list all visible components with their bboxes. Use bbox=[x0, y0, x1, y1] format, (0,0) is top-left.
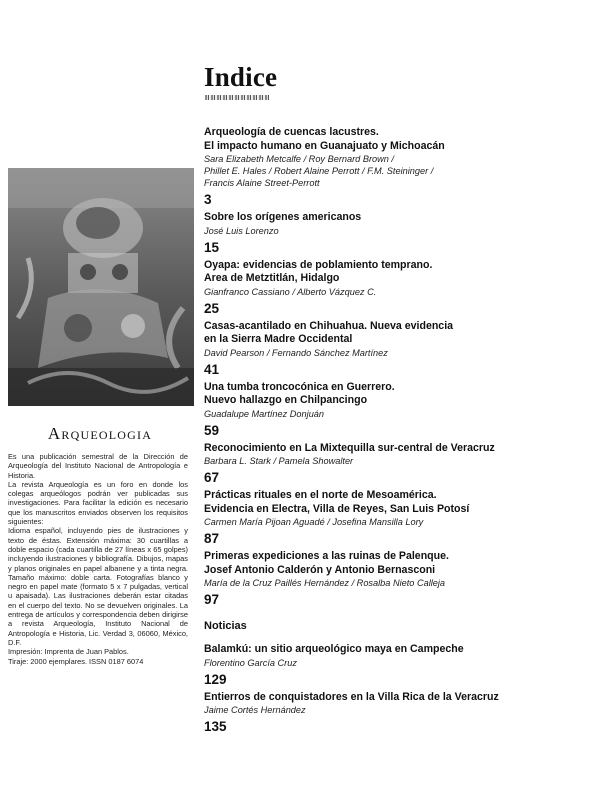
entry-authors: Florentino García Cruz bbox=[204, 657, 297, 668]
entry-title: Primeras expediciones a las ruinas de Palenque. bbox=[204, 550, 449, 562]
entry-title: en la Sierra Madre Occidental bbox=[204, 333, 353, 345]
toc-entry bbox=[204, 381, 604, 439]
entry-authors: Guadalupe Martínez Donjuán bbox=[204, 408, 325, 419]
entry-title: Josef Antonio Calderón y Antonio Bernasconi bbox=[204, 563, 436, 576]
entry-authors: Barbara L. Stark / Pamela Showalter bbox=[204, 456, 354, 466]
info-paragraph: Impresión: Imprenta de Juan Pablos. bbox=[8, 647, 129, 657]
entry-authors: Sara Elizabeth Metcalfe / Roy Bernard Brown / bbox=[204, 154, 394, 164]
entry-title: Balamkú: un sitio arqueológico maya en Campeche bbox=[204, 643, 464, 655]
entry-page-number: 129 bbox=[204, 671, 227, 687]
page-title: Indice bbox=[204, 62, 278, 92]
entry-authors: Jaime Cortés Hernández bbox=[204, 705, 306, 715]
notes-heading: Noticias bbox=[204, 620, 247, 632]
publication-info bbox=[8, 452, 188, 666]
toc-entry bbox=[204, 211, 604, 256]
toc-notes bbox=[204, 643, 604, 735]
entry-page-number: 41 bbox=[204, 361, 220, 377]
stela-image bbox=[8, 168, 194, 406]
entry-authors: María de la Cruz Paillés Hernández / Rosalba Nieto Calleja bbox=[204, 578, 446, 588]
toc-entry bbox=[204, 442, 604, 487]
stela-photo bbox=[8, 168, 194, 406]
entry-page-number: 135 bbox=[204, 719, 227, 734]
toc-entry bbox=[204, 259, 604, 317]
entry-title: Sobre los orígenes americanos bbox=[204, 211, 362, 223]
entry-page-number: 59 bbox=[204, 422, 220, 438]
toc-entry bbox=[204, 691, 604, 736]
entry-page-number: 15 bbox=[204, 239, 220, 255]
entry-authors: David Pearson / Fernando Sánchez Martínez bbox=[204, 347, 388, 358]
toc-entry bbox=[204, 550, 604, 608]
entry-title: Arqueología de cuencas lacustres. bbox=[204, 126, 379, 138]
info-paragraph: Es una publicación semestral de la Dirección de Arqueología del Instituto Nacional de Antropología e Historia. bbox=[8, 452, 188, 480]
info-paragraph: La revista Arqueología es un foro en donde los colegas arqueólogos podrán ver publicadas sus investigaciones. Para facilitar la edición es necesario que los manuscritos enviados observen los requisitos siguientes: bbox=[8, 479, 188, 527]
info-paragraph: Tiraje: 2000 ejemplares. ISSN 0187 6074 bbox=[8, 656, 144, 666]
toc-entries bbox=[204, 126, 604, 608]
entry-page-number: 67 bbox=[204, 470, 220, 485]
info-paragraph: Idioma español, incluyendo pies de ilustraciones y texto de éstas. Extensión máxima: 30 cuartillas a doble espacio (cada cuartilla de 27 líneas x 65 golpes) incluyendo ilustraciones y bibliografía. Dibujos, mapas y planos originales en papel albanene y a tinta negra. Tamaño máximo: doble carta. Fotografías blanco y negro en papel mate (formato 5 x 7 pulgadas, vertical u apaisada). Las ilustraciones deberán estar citadas en el cuerpo del texto. No se devuelven originales. La entrega de artículos y correspondencia deben dirigirse a revista Arqueología, Instituto Nacional de Antropología e Historia, Lic. Verdad 3, 06060, México, D.F. bbox=[8, 526, 188, 647]
entry-authors: Gianfranco Cassiano / Alberto Vázquez C. bbox=[204, 286, 377, 297]
entry-page-number: 3 bbox=[204, 192, 212, 207]
toc-entry bbox=[204, 489, 604, 547]
entry-title: Prácticas rituales en el norte de Mesoamérica. bbox=[204, 489, 437, 501]
entry-title: Nuevo hallazgo en Chilpancingo bbox=[204, 394, 368, 406]
entry-authors: Francis Alaine Street-Perrott bbox=[204, 178, 320, 188]
entry-title: Evidencia en Electra, Villa de Reyes, San Luis Potosí bbox=[204, 502, 470, 515]
entry-title: Entierros de conquistadores en la Villa Rica de la Veracruz bbox=[204, 690, 499, 703]
toc-entry bbox=[204, 320, 604, 378]
entry-title: Oyapa: evidencias de poblamiento temprano. bbox=[204, 258, 433, 271]
entry-title: Area de Metztitlán, Hidalgo bbox=[204, 272, 340, 284]
entry-title: El impacto humano en Guanajuato y Michoacán bbox=[204, 139, 445, 152]
entry-page-number: 87 bbox=[204, 531, 220, 546]
entry-authors: Phillet E. Hales / Robert Alaine Perrott / F.M. Steininger / bbox=[204, 166, 434, 176]
entry-authors: José Luis Lorenzo bbox=[204, 225, 279, 236]
entry-title: Una tumba troncocónica en Guerrero. bbox=[204, 380, 395, 393]
toc-entry bbox=[204, 126, 604, 208]
table-of-contents bbox=[204, 126, 604, 738]
entry-page-number: 97 bbox=[204, 592, 220, 607]
entry-authors: Carmen María Pijoan Aguadé / Josefina Mansilla Lory bbox=[204, 517, 424, 527]
entry-title: Casas-acantilado en Chihuahua. Nueva evidencia bbox=[204, 319, 454, 332]
entry-title: Reconocimiento en La Mixtequilla sur-central de Veracruz bbox=[204, 441, 495, 454]
toc-entry bbox=[204, 643, 604, 688]
journal-brand: Arqueologia bbox=[47, 424, 153, 443]
entry-page-number: 25 bbox=[204, 300, 220, 316]
title-decoration bbox=[205, 95, 269, 100]
